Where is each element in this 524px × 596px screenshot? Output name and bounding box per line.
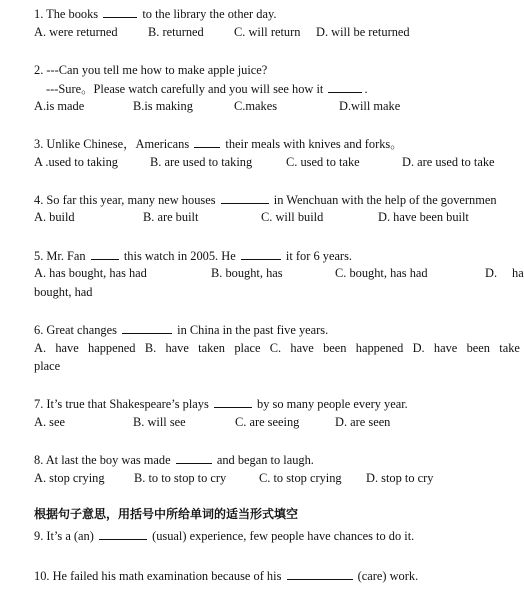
option-a[interactable]: A.is made (34, 99, 85, 113)
question-5 (34, 248, 352, 264)
question-3-text-start: 3. Unlike Chinese，Americans (34, 137, 190, 151)
option-c[interactable]: C. bought, has had (335, 266, 428, 280)
option-d[interactable]: D.will make (339, 99, 401, 113)
option-c[interactable]: C.makes (234, 99, 278, 113)
question-7-text-start: 7. It’s true that Shakespeare’s plays (34, 397, 209, 411)
answer-blank[interactable] (176, 452, 212, 464)
question-9-text-start: 9. It’s a (an) (34, 529, 94, 543)
option-b[interactable]: B. are built (143, 210, 199, 224)
answer-blank[interactable] (241, 248, 281, 260)
question-6-text-start: 6. Great changes (34, 323, 117, 337)
option-c[interactable]: C. will build (261, 210, 324, 224)
option-a-word[interactable]: happened (88, 341, 136, 355)
option-d-text[interactable]: ha (512, 266, 524, 280)
option-d-word[interactable]: have (433, 341, 458, 355)
option-a[interactable]: A. were returned (34, 25, 118, 39)
option-d[interactable]: D. (485, 266, 498, 280)
option-c[interactable]: C. (269, 341, 282, 355)
question-4-text-end: in Wenchuan with the help of the governmen (273, 193, 497, 207)
question-6-options (34, 341, 520, 356)
question-2-text-end: . (364, 82, 368, 96)
option-c[interactable]: C. are seeing (235, 415, 300, 429)
question-9-text-end: (usual) experience, few people have chances to do it. (152, 529, 415, 543)
question-1 (34, 6, 276, 22)
question-4 (34, 192, 497, 208)
question-1-text-start: 1. The books (34, 7, 99, 21)
question-8-text-start: 8. At last the boy was made (34, 453, 171, 467)
option-d-continued[interactable]: place (34, 359, 61, 373)
option-d[interactable]: D. are used to take (402, 155, 495, 169)
option-b-word[interactable]: taken (198, 341, 226, 355)
question-4-text-start: 4. So far this year, many new houses (34, 193, 216, 207)
option-b[interactable]: B. returned (148, 25, 204, 39)
option-b[interactable]: B. will see (133, 415, 186, 429)
answer-blank[interactable] (328, 81, 362, 93)
option-d[interactable]: D. stop to cry (366, 471, 434, 485)
option-b[interactable]: B. to to stop to cry (134, 471, 227, 485)
option-b[interactable]: B.is making (133, 99, 193, 113)
question-7 (34, 396, 408, 412)
option-a[interactable]: A. has bought, has had (34, 266, 147, 280)
question-10-text-end: (care) work. (357, 569, 419, 583)
question-7-text-end: by so many people every year. (257, 397, 408, 411)
option-a[interactable]: A. see (34, 415, 65, 429)
option-c-word[interactable]: have (290, 341, 314, 355)
question-5-text-start: 5. Mr. Fan (34, 249, 86, 263)
option-d[interactable]: D. will be returned (316, 25, 410, 39)
option-c[interactable]: C. to stop crying (259, 471, 342, 485)
option-a[interactable]: A .used to taking (34, 155, 118, 169)
option-d-word[interactable]: been (466, 341, 490, 355)
option-b[interactable]: B. bought, has (211, 266, 283, 280)
option-a[interactable]: A. stop crying (34, 471, 105, 485)
option-c[interactable]: C. will return (234, 25, 301, 39)
option-a[interactable]: A. build (34, 210, 75, 224)
question-6 (34, 322, 328, 338)
question-10 (34, 568, 418, 584)
answer-blank[interactable] (287, 568, 353, 580)
option-b-word[interactable]: place (234, 341, 261, 355)
answer-blank[interactable] (91, 248, 119, 260)
section-heading: 根据句子意思，用括号中所给单词的适当形式填空 (34, 507, 299, 521)
option-a-word[interactable]: have (55, 341, 79, 355)
option-d[interactable]: D. (412, 341, 425, 355)
option-a[interactable]: A. (34, 341, 47, 355)
question-6-text-end: in China in the past five years. (177, 323, 329, 337)
option-d[interactable]: D. have been built (378, 210, 469, 224)
option-d-word[interactable]: take (499, 341, 520, 355)
question-8 (34, 452, 314, 468)
answer-blank[interactable] (103, 6, 137, 18)
question-5-text-middle: this watch in 2005. He (123, 249, 236, 263)
question-3 (34, 136, 403, 152)
question-2: 2. ---Can you tell me how to make apple juice? (34, 63, 268, 77)
question-2-text-start: ---Sure。Please watch carefully and you will see how it (46, 82, 324, 96)
option-c-word[interactable]: been (323, 341, 347, 355)
option-d-continued[interactable]: bought, had (34, 285, 93, 299)
question-1-text-end: to the library the other day. (142, 7, 277, 21)
question-10-text-start: 10. He failed his math examination because of his (34, 569, 282, 583)
option-c-word[interactable]: happened (355, 341, 404, 355)
answer-blank[interactable] (194, 136, 220, 148)
question-2-line-2 (46, 81, 368, 97)
answer-blank[interactable] (122, 322, 172, 334)
option-b-word[interactable]: have (165, 341, 189, 355)
answer-blank[interactable] (214, 396, 252, 408)
question-5-text-end: it for 6 years. (285, 249, 352, 263)
question-9 (34, 528, 414, 544)
answer-blank[interactable] (221, 192, 269, 204)
option-b[interactable]: B. are used to taking (150, 155, 253, 169)
option-c[interactable]: C. used to take (286, 155, 360, 169)
option-d[interactable]: D. are seen (335, 415, 391, 429)
option-b[interactable]: B. (144, 341, 157, 355)
question-8-text-end: and began to laugh. (216, 453, 314, 467)
question-3-text-end: their meals with knives and forks。 (225, 137, 403, 151)
answer-blank[interactable] (99, 528, 147, 540)
